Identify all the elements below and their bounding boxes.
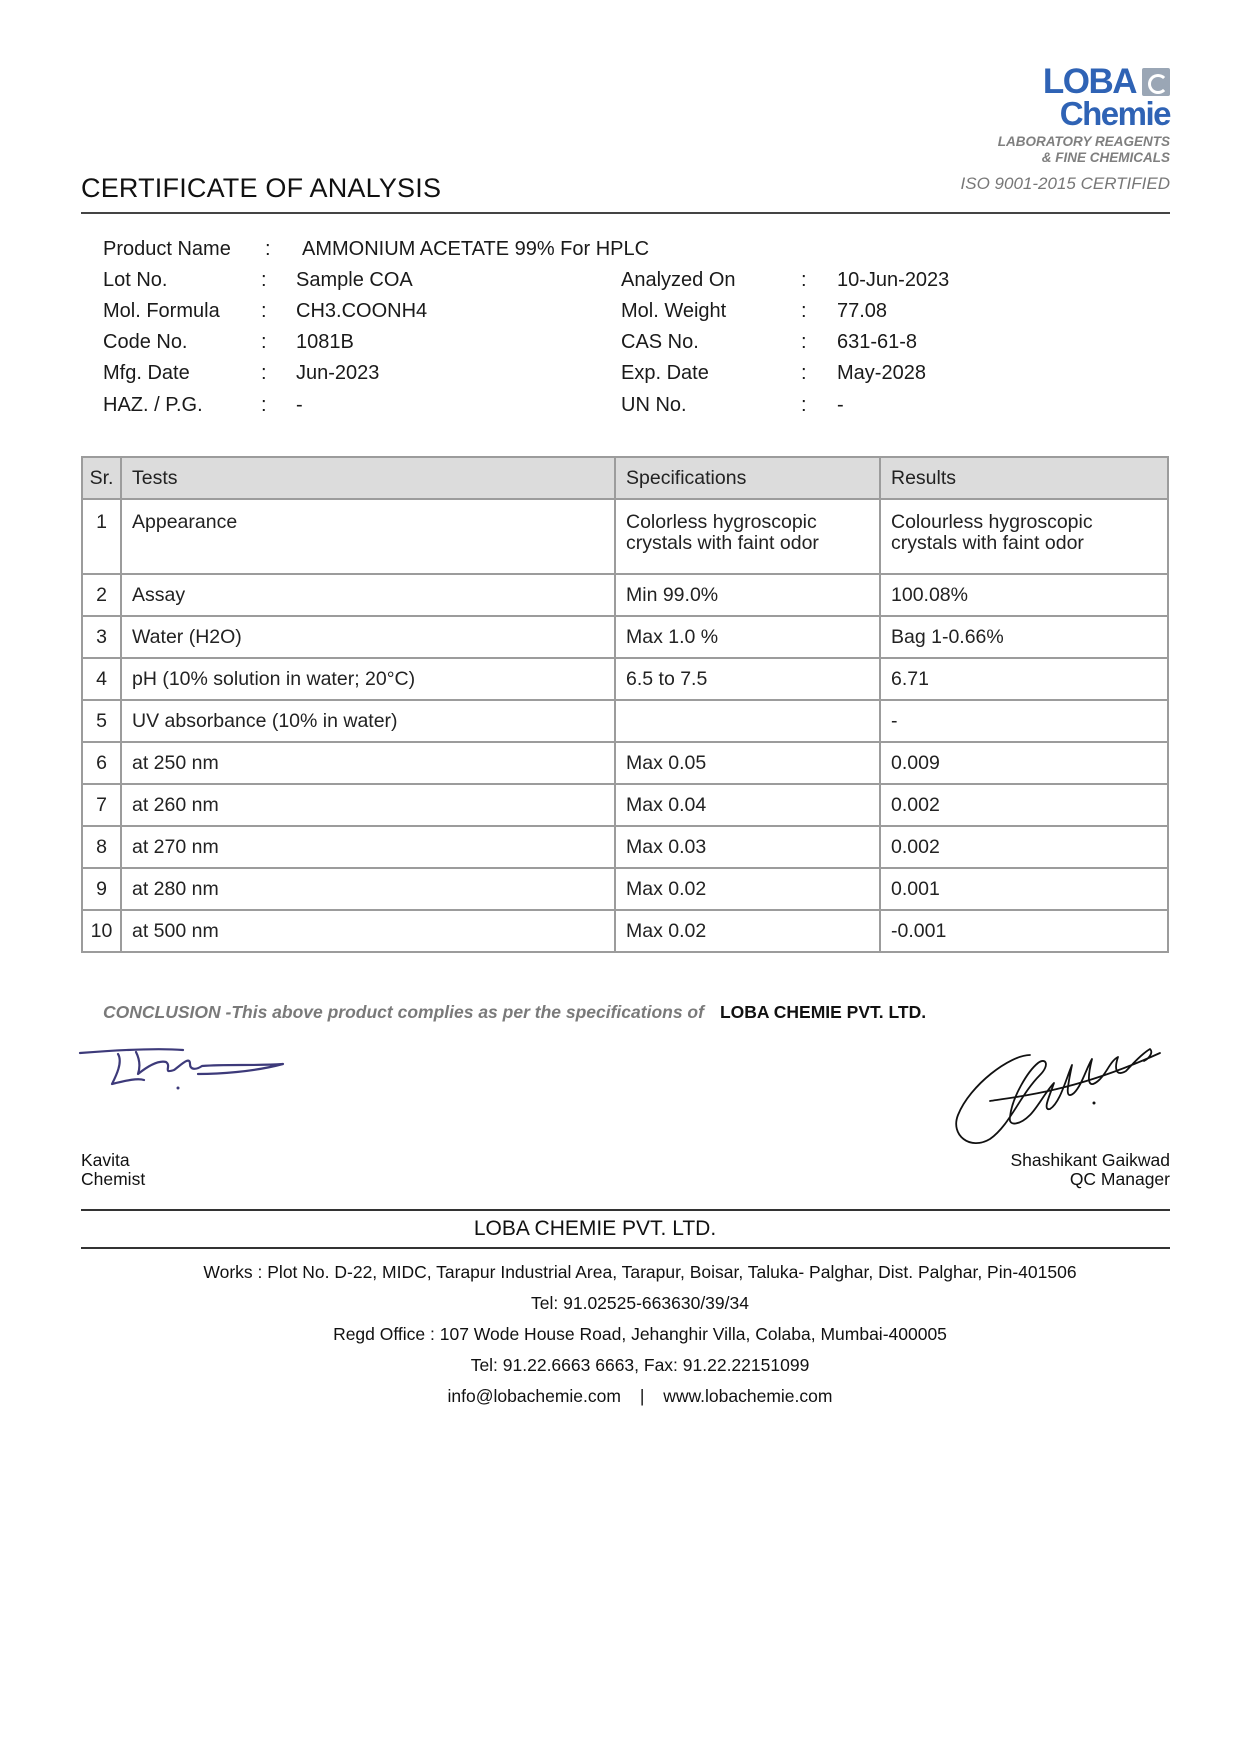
- table-row: [82, 700, 1168, 742]
- exp-date-label: Exp. Date: [621, 362, 709, 384]
- exp-date-colon: :: [801, 362, 807, 384]
- mol-weight-label: Mol. Weight: [621, 300, 727, 322]
- logo-tagline-2: & FINE CHEMICALS: [1041, 150, 1170, 165]
- code-no-value: 1081B: [296, 331, 354, 353]
- table-row: [82, 868, 1168, 910]
- cell-result: 0.001: [880, 868, 1168, 910]
- company-logo: [930, 64, 1170, 184]
- exp-date-value: May-2028: [837, 362, 926, 384]
- works-address: Works : Plot No. D-22, MIDC, Tarapur Industrial Area, Tarapur, Boisar, Taluka- Palghar, Dist. Palghar, Pin-401506: [203, 1262, 1077, 1282]
- cell-sr: 10: [82, 910, 121, 952]
- header-specifications: Specifications: [615, 457, 880, 499]
- haz-pg-colon: :: [261, 394, 267, 416]
- chemist-name: Kavita: [81, 1150, 130, 1170]
- cell-spec-line1: Colorless hygroscopic: [626, 511, 817, 533]
- mfg-date-value: Jun-2023: [296, 362, 380, 384]
- cell-test: at 280 nm: [121, 868, 615, 910]
- lot-no-value: Sample COA: [296, 269, 413, 291]
- un-no-value: -: [837, 394, 844, 416]
- product-name-label: Product Name: [103, 238, 231, 260]
- cell-spec: Max 0.04: [615, 784, 880, 826]
- cell-test: pH (10% solution in water; 20°C): [121, 658, 615, 700]
- product-name-value: AMMONIUM ACETATE 99% For HPLC: [302, 238, 650, 260]
- chemist-role: Chemist: [81, 1169, 146, 1189]
- chemist-signature: [78, 1040, 298, 1100]
- mol-weight-colon: :: [801, 300, 807, 322]
- mfg-date-colon: :: [261, 362, 267, 384]
- cell-sr: 2: [82, 574, 121, 616]
- qc-manager-name: Shashikant Gaikwad: [1010, 1150, 1170, 1170]
- mol-formula-label: Mol. Formula: [103, 300, 220, 322]
- cell-test: Assay: [121, 574, 615, 616]
- cell-test: at 270 nm: [121, 826, 615, 868]
- table-row: [82, 742, 1168, 784]
- cell-test: at 500 nm: [121, 910, 615, 952]
- test-results-table: [81, 456, 1169, 953]
- table-row: [82, 826, 1168, 868]
- cas-no-label: CAS No.: [621, 331, 699, 353]
- product-name-colon: :: [265, 238, 271, 260]
- cell-result: 0.002: [880, 784, 1168, 826]
- cas-no-colon: :: [801, 331, 807, 353]
- logo-text-chemie: Chemie: [1059, 95, 1170, 132]
- cell-spec: 6.5 to 7.5: [615, 658, 880, 700]
- cell-test: at 250 nm: [121, 742, 615, 784]
- works-telephone: Tel: 91.02525-663630/39/34: [531, 1293, 749, 1313]
- cell-test: Appearance: [121, 499, 615, 574]
- divider: [81, 212, 1170, 214]
- cell-test: Water (H2O): [121, 616, 615, 658]
- analyzed-on-label: Analyzed On: [621, 269, 736, 291]
- cell-spec: Max 0.05: [615, 742, 880, 784]
- haz-pg-label: HAZ. / P.G.: [103, 394, 203, 416]
- table-row: [82, 784, 1168, 826]
- table-row: [82, 910, 1168, 952]
- logo-mark-icon: [1142, 68, 1170, 96]
- footer-divider-top: [81, 1209, 1170, 1211]
- cell-spec: Max 1.0 %: [615, 616, 880, 658]
- mfg-date-label: Mfg. Date: [103, 362, 190, 384]
- conclusion-text: CONCLUSION -This above product complies as per the specifications of: [103, 1002, 704, 1022]
- cell-spec: Max 0.02: [615, 868, 880, 910]
- header-sr: Sr.: [82, 457, 121, 499]
- iso-certification: ISO 9001-2015 CERTIFIED: [960, 174, 1170, 193]
- cell-result: 0.002: [880, 826, 1168, 868]
- cell-spec: Min 99.0%: [615, 574, 880, 616]
- cell-result: 6.71: [880, 658, 1168, 700]
- lot-no-colon: :: [261, 269, 267, 291]
- cell-spec-line2: crystals with faint odor: [626, 532, 819, 554]
- email-link[interactable]: info@lobachemie.com: [447, 1386, 621, 1406]
- code-no-label: Code No.: [103, 331, 188, 353]
- cell-sr: 3: [82, 616, 121, 658]
- un-no-colon: :: [801, 394, 807, 416]
- cas-no-value: 631-61-8: [837, 331, 918, 353]
- cell-sr: 9: [82, 868, 121, 910]
- logo-tagline-1: LABORATORY REAGENTS: [997, 134, 1170, 149]
- cell-test: UV absorbance (10% in water): [121, 700, 615, 742]
- cell-spec: [615, 700, 880, 742]
- cell-sr: 4: [82, 658, 121, 700]
- cell-sr: 5: [82, 700, 121, 742]
- footer-company-name: LOBA CHEMIE PVT. LTD.: [473, 1217, 717, 1240]
- registered-office-address: Regd Office : 107 Wode House Road, Jehanghir Villa, Colaba, Mumbai-400005: [333, 1324, 947, 1344]
- cell-sr: 6: [82, 742, 121, 784]
- contact-line: [0, 1386, 1240, 1407]
- analyzed-on-value: 10-Jun-2023: [837, 269, 950, 291]
- cell-test: at 260 nm: [121, 784, 615, 826]
- contact-separator: |: [639, 1386, 645, 1406]
- cell-spec: Max 0.02: [615, 910, 880, 952]
- cell-sr: 1: [82, 499, 121, 574]
- qc-manager-role: QC Manager: [1069, 1169, 1170, 1189]
- cell-sr: 7: [82, 784, 121, 826]
- cell-result: [880, 499, 1168, 574]
- conclusion-company: LOBA CHEMIE PVT. LTD.: [719, 1002, 927, 1022]
- cell-sr: 8: [82, 826, 121, 868]
- un-no-label: UN No.: [621, 394, 687, 416]
- table-row: [82, 574, 1168, 616]
- cell-spec: Max 0.03: [615, 826, 880, 868]
- mol-formula-colon: :: [261, 300, 267, 322]
- qc-manager-signature: [950, 1035, 1170, 1155]
- analyzed-on-colon: :: [801, 269, 807, 291]
- cell-result-line1: Colourless hygroscopic: [891, 511, 1093, 533]
- table-row: [82, 499, 1168, 574]
- logo-text-loba: LOBA: [1042, 62, 1136, 101]
- lot-no-label: Lot No.: [103, 269, 168, 291]
- table-row: [82, 658, 1168, 700]
- cell-spec: [615, 499, 880, 574]
- cell-result: -: [880, 700, 1168, 742]
- mol-weight-value: 77.08: [837, 300, 888, 322]
- footer-divider-bottom: [81, 1247, 1170, 1249]
- conclusion: [103, 1002, 926, 1023]
- table-header-row: [82, 457, 1168, 499]
- cell-result-line2: crystals with faint odor: [891, 532, 1084, 554]
- table-row: [82, 616, 1168, 658]
- mol-formula-value: CH3.COONH4: [296, 300, 428, 322]
- cell-result: -0.001: [880, 910, 1168, 952]
- registered-office-telephone: Tel: 91.22.6663 6663, Fax: 91.22.22151099: [470, 1355, 810, 1375]
- website-link[interactable]: www.lobachemie.com: [663, 1386, 833, 1406]
- page-title: CERTIFICATE OF ANALYSIS: [81, 173, 442, 203]
- header-results: Results: [880, 457, 1168, 499]
- haz-pg-value: -: [296, 394, 303, 416]
- cell-result: 0.009: [880, 742, 1168, 784]
- code-no-colon: :: [261, 331, 267, 353]
- cell-result: Bag 1-0.66%: [880, 616, 1168, 658]
- header-tests: Tests: [121, 457, 615, 499]
- cell-result: 100.08%: [880, 574, 1168, 616]
